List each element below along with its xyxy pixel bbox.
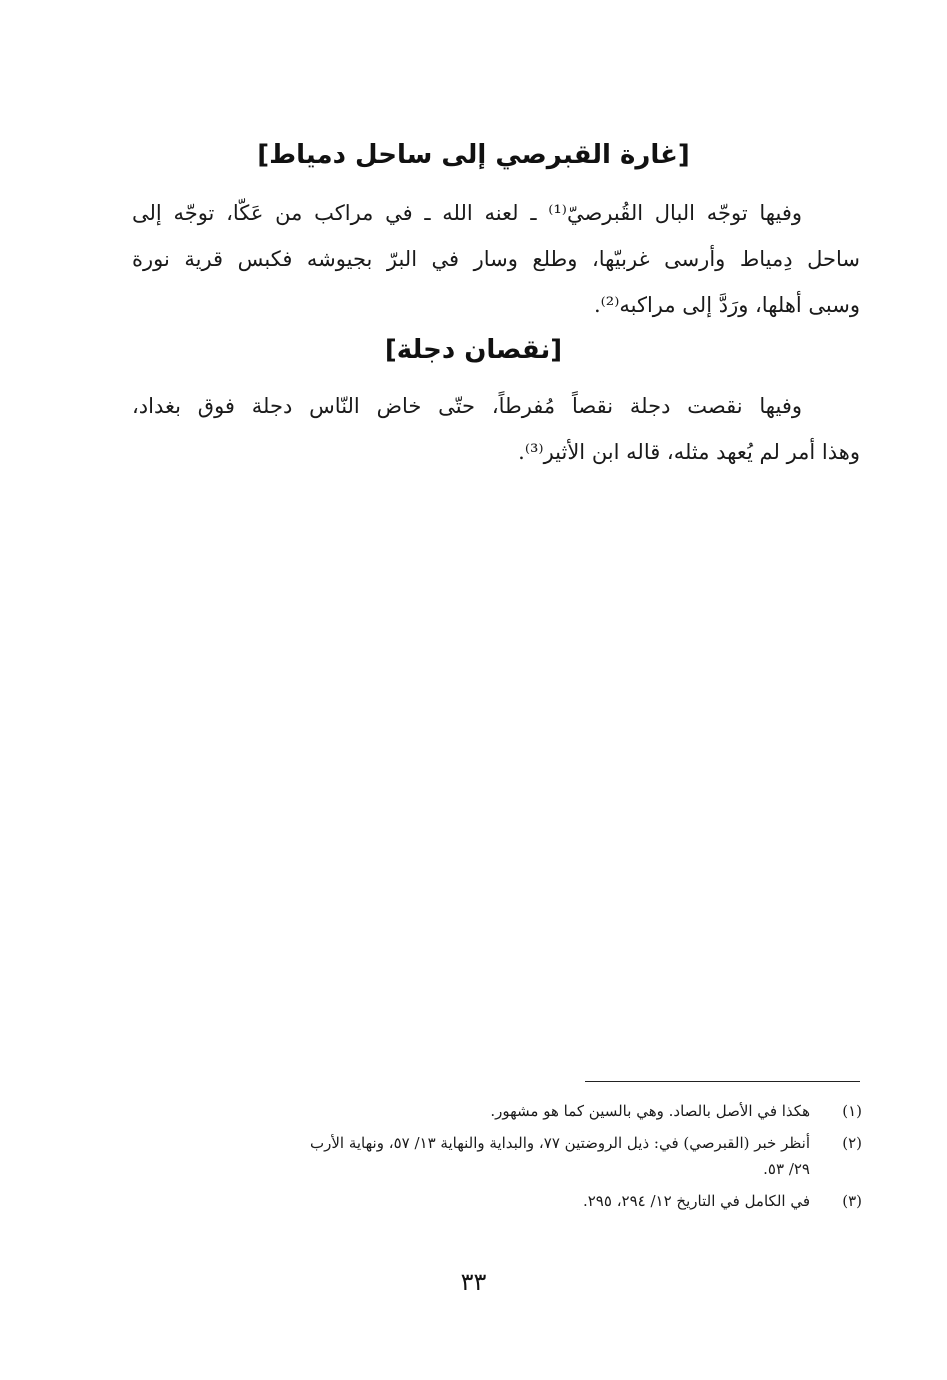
section-heading-tigris-decrease: [نقصان دجلة]	[384, 335, 563, 365]
section-heading-cypriot-raid: [غارة القبرصي إلى ساحل دمياط]	[257, 140, 690, 170]
footnote-separator	[585, 1081, 860, 1082]
footnote-line: في الكامل في التاريخ ١٢/ ٢٩٤، ٢٩٥.	[582, 1192, 810, 1210]
footnote-line: أنظر خبر (القبرصي) في: ذيل الروضتين ٧٧، والبداية والنهاية ١٣/ ٥٧، ونهاية الأرب	[309, 1134, 810, 1152]
page-number: ٣٣	[460, 1268, 487, 1296]
footnote-text	[150, 1188, 810, 1214]
paragraph-line: وسبى أهلها، ورَدَّ إلى مراكبه⁽²⁾.	[593, 293, 860, 317]
footnote-number: (٣)	[842, 1192, 862, 1210]
footnote-item	[150, 1130, 862, 1182]
footnote-item	[150, 1188, 862, 1214]
paragraph-cypriot-raid	[132, 190, 860, 328]
footnote-number: (٢)	[842, 1134, 862, 1152]
paragraph-line: وفيها توجّه البال القُبرصيّ⁽¹⁾ ـ لعنه الله ـ في مراكب من عَكّا، توجّه إلى	[132, 201, 802, 225]
footnote-number: (١)	[842, 1102, 862, 1120]
footnote-text	[150, 1130, 810, 1182]
paragraph-line: وفيها نقصت دجلة نقصاً مُفرطاً، حتّى خاض النّاس دجلة فوق بغداد،	[132, 394, 802, 418]
footnote-line: هكذا في الأصل بالصاد. وهي بالسين كما هو مشهور.	[490, 1102, 810, 1120]
footnote-item	[150, 1098, 862, 1124]
paragraph-line: وهذا أمر لم يُعهد مثله، قاله ابن الأثير⁽³⁾.	[518, 440, 860, 464]
footnote-text	[150, 1098, 810, 1124]
footnote-line: ٢٩/ ٥٣.	[763, 1160, 810, 1178]
paragraph-tigris-decrease	[132, 383, 860, 475]
footnotes	[150, 1098, 862, 1220]
paragraph-line: ساحل دِمياط وأرسى غربيّها، وطلع وسار في البرّ بجيوشه فكبس قرية نورة	[132, 247, 860, 271]
